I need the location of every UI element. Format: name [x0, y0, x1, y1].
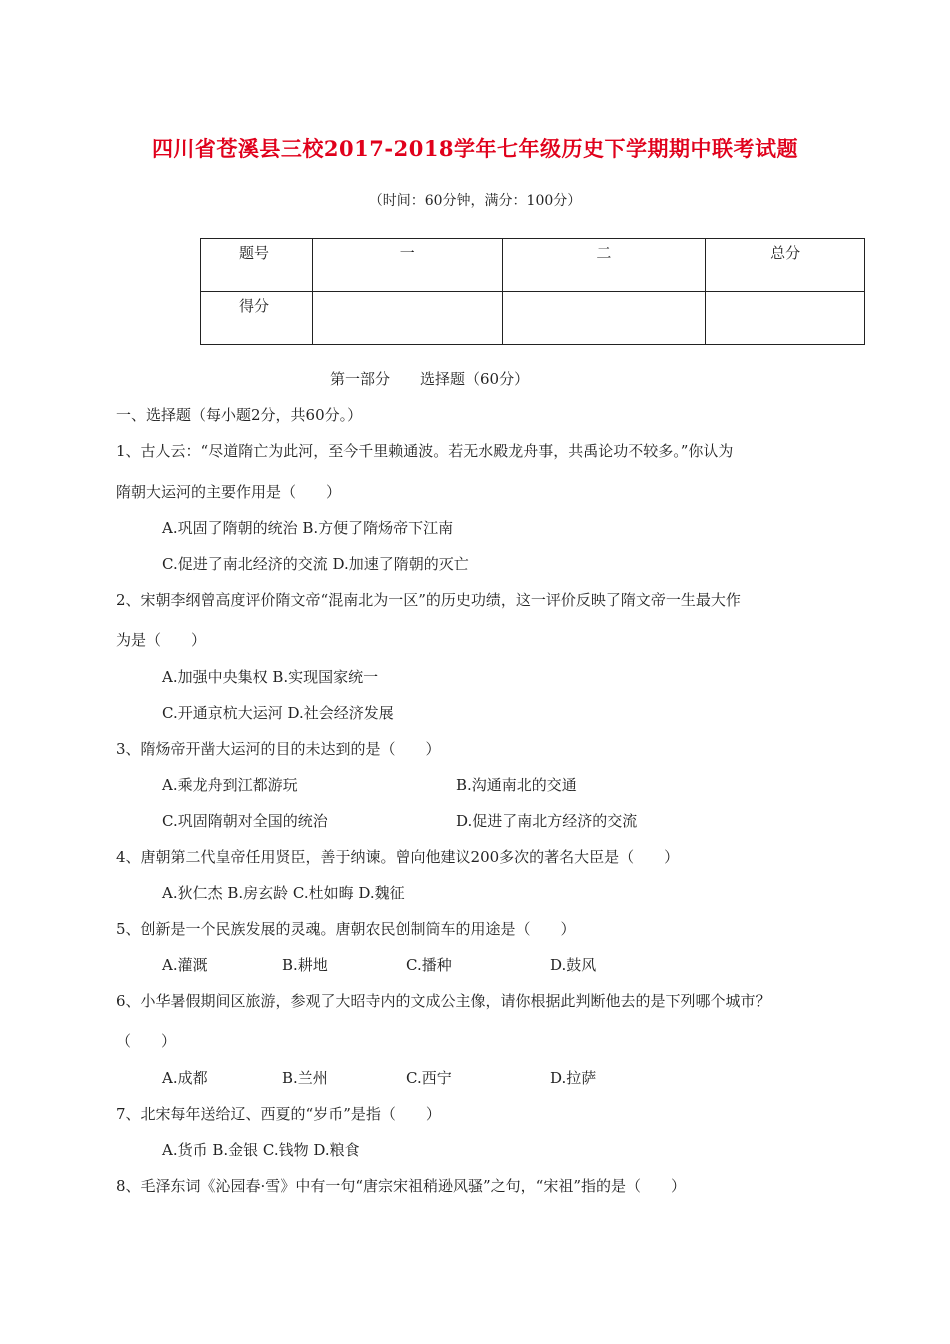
section-title: 第一部分 选择题（60分） [330, 370, 530, 388]
question-3-option-d: D.促进了南北方经济的交流 [456, 812, 638, 830]
question-5-option-d: D.鼓风 [550, 956, 597, 974]
question-2-options-1: A.加强中央集权 B.实现国家统一 [162, 668, 379, 686]
question-5-option-a: A.灌溉 [162, 956, 208, 974]
part-heading: 一、选择题（每小题2分，共60分。） [116, 406, 363, 424]
question-5-stem: 5、创新是一个民族发展的灵魂。唐朝农民创制筒车的用途是（ ） [116, 920, 576, 938]
exam-info: （时间：60分钟，满分：100分） [368, 193, 582, 209]
question-6-option-a: A.成都 [162, 1069, 208, 1087]
question-6-line-1: 6、小华暑假期间区旅游，参观了大昭寺内的文成公主像，请你根据此判断他去的是下列哪个城市？ [116, 992, 771, 1010]
question-6-option-b: B.兰州 [282, 1069, 328, 1087]
score-cell-part-two [502, 292, 706, 345]
question-2-options-2: C.开通京杭大运河 D.社会经济发展 [162, 704, 394, 722]
question-5-option-c: C.播种 [406, 956, 452, 974]
score-header-part-one: 一 [312, 239, 502, 292]
score-cell-part-one [312, 292, 502, 345]
question-6-line-2: （ ） [116, 1032, 177, 1050]
score-cell-total [706, 292, 865, 345]
question-8-stem: 8、毛泽东词《沁园春·雪》中有一句“唐宗宋祖稍逊风骚”之句，“宋祖”指的是（ ） [116, 1177, 686, 1195]
question-4-options: A.狄仁杰 B.房玄龄 C.杜如晦 D.魏征 [162, 884, 405, 902]
question-4-stem: 4、唐朝第二代皇帝任用贤臣，善于纳谏。曾向他建议200多次的著名大臣是（ ） [116, 848, 680, 866]
question-1-options-1: A.巩固了隋朝的统治 B.方便了隋炀帝下江南 [162, 519, 454, 537]
question-1-options-2: C.促进了南北经济的交流 D.加速了隋朝的灭亡 [162, 555, 469, 573]
question-3-option-b: B.沟通南北的交通 [456, 776, 577, 794]
question-5-option-b: B.耕地 [282, 956, 328, 974]
score-table-header-row [201, 239, 865, 292]
score-header-total: 总分 [706, 239, 865, 292]
score-table [200, 238, 865, 345]
question-6-option-d: D.拉萨 [550, 1069, 597, 1087]
question-3-option-c: C.巩固隋朝对全国的统治 [162, 812, 328, 830]
question-2-line-1: 2、宋朝李纲曾高度评价隋文帝“混南北为一区”的历史功绩，这一评价反映了隋文帝一生最大作 [116, 591, 741, 609]
score-table-score-row [201, 292, 865, 345]
question-7-options: A.货币 B.金银 C.钱物 D.粮食 [162, 1141, 360, 1159]
question-6-option-c: C.西宁 [406, 1069, 452, 1087]
question-1-line-1: 1、古人云：“尽道隋亡为此河，至今千里赖通波。若无水殿龙舟事，共禹论功不较多。”你认为 [116, 442, 734, 460]
question-3-stem: 3、隋炀帝开凿大运河的目的未达到的是（ ） [116, 740, 441, 758]
question-1-line-2: 隋朝大运河的主要作用是（ ） [116, 483, 342, 501]
score-row-label: 得分 [201, 292, 313, 345]
question-2-line-2: 为是（ ） [116, 631, 207, 649]
question-7-stem: 7、北宋每年送给辽、西夏的“岁币”是指（ ） [116, 1105, 441, 1123]
question-3-option-a: A.乘龙舟到江都游玩 [162, 776, 298, 794]
score-header-question-no: 题号 [201, 239, 313, 292]
page-title: 四川省苍溪县三校2017-2018学年七年级历史下学期期中联考试题 [151, 136, 799, 161]
score-header-part-two: 二 [502, 239, 706, 292]
